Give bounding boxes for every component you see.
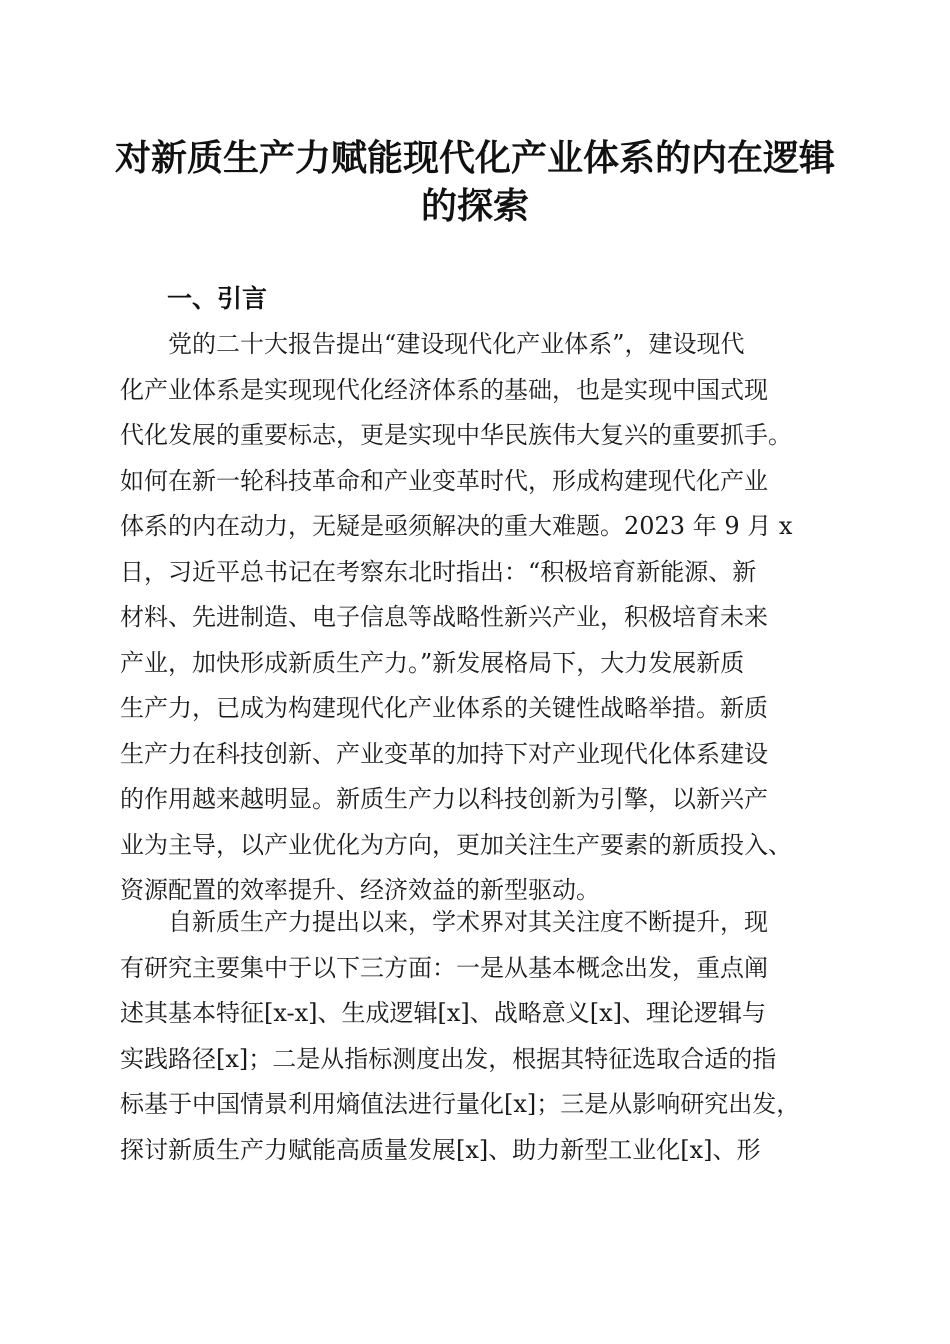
paragraph-line: 标基于中国情景利用熵值法进行量化[x]；三是从影响研究出发， <box>120 1090 801 1118</box>
title-line: 对新质生产力赋能现代化产业体系的内在逻辑 <box>114 137 835 179</box>
paragraph-line: 的作用越来越明显。新质生产力以科技创新为引擎，以新兴产 <box>120 785 768 813</box>
paragraph-line: 生产力，已成为构建现代化产业体系的关键性战略举措。新质 <box>120 694 768 722</box>
paragraph-line: 体系的内在动力，无疑是亟须解决的重大难题。2023 年 9 月 x <box>120 512 793 540</box>
paragraph-line: 化产业体系是实现现代化经济体系的基础，也是实现中国式现 <box>120 375 768 404</box>
paragraph-line: 生产力在科技创新、产业变革的加持下对产业现代化体系建设 <box>120 739 768 768</box>
section-heading-introduction: 一、引言 <box>167 284 268 313</box>
paragraph-line: 代化发展的重要标志，更是实现中华民族伟大复兴的重要抓手。 <box>120 421 792 449</box>
paragraph-line: 探讨新质生产力赋能高质量发展[x]、助力新型工业化[x]、形 <box>120 1135 761 1164</box>
paragraph-line: 资源配置的效率提升、经济效益的新型驱动。 <box>120 876 600 904</box>
paragraph-research-review <box>120 900 800 1173</box>
paragraph-line: 实践路径[x]；二是从指标测度出发，根据其特征选取合适的指 <box>120 1044 777 1073</box>
paragraph-line: 有研究主要集中于以下三方面：一是从基本概念出发，重点阐 <box>120 953 768 982</box>
paragraph-line: 产业，加快形成新质生产力。”新发展格局下，大力发展新质 <box>120 648 745 677</box>
paragraph-line: 自新质生产力提出以来，学术界对其关注度不断提升，现 <box>168 908 768 936</box>
paragraph-line: 述其基本特征[x-x]、生成逻辑[x]、战略意义[x]、理论逻辑与 <box>120 999 767 1027</box>
paragraph-line: 材料、先进制造、电子信息等战略性新兴产业，积极培育未来 <box>120 603 768 631</box>
document-title <box>110 134 840 230</box>
title-line: 的探索 <box>420 185 529 227</box>
paragraph-line: 日，习近平总书记在考察东北时指出：“积极培育新能源、新 <box>120 557 757 586</box>
paragraph-line: 如何在新一轮科技革命和产业变革时代，形成构建现代化产业 <box>120 466 768 495</box>
paragraph-line: 党的二十大报告提出“建设现代化产业体系”，建设现代 <box>168 330 745 358</box>
paragraph-introduction <box>120 322 792 914</box>
paragraph-line: 业为主导，以产业优化为方向，更加关注生产要素的新质投入、 <box>120 830 792 859</box>
